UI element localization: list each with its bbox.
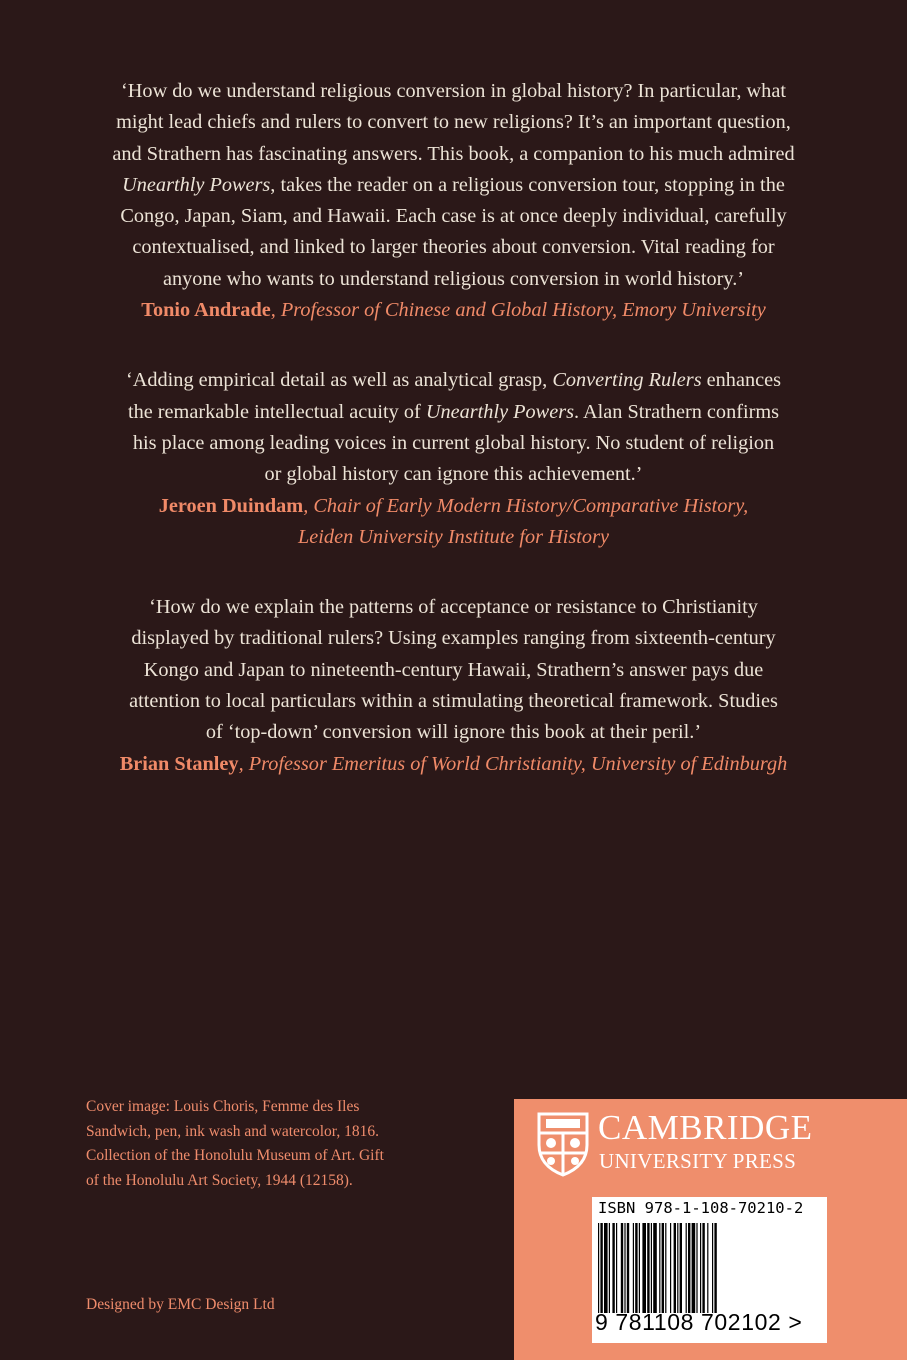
barcode-bar <box>714 1223 716 1313</box>
credit-line: Sandwich, pen, ink wash and watercolor, 1816. <box>86 1122 379 1140</box>
publisher-name: CAMBRIDGE <box>598 1108 813 1147</box>
reviewer-attribution <box>70 295 837 326</box>
barcode-bar <box>624 1223 625 1313</box>
quote-line: the remarkable intellectual acuity of Unearthly Powers. Alan Strathern confirms <box>127 400 780 423</box>
quote-line: or global history can ignore this achievement.’ <box>264 463 643 486</box>
quote-line: and Strathern has fascinating answers. This book, a companion to his much admired <box>112 142 795 165</box>
barcode-bar <box>662 1223 664 1313</box>
reviewer-name: Tonio Andrade <box>141 299 271 322</box>
barcode-bar <box>712 1223 713 1313</box>
barcode-bar <box>651 1223 652 1313</box>
barcode-bars <box>598 1223 818 1313</box>
barcode-bar <box>653 1223 657 1313</box>
reviewer-attribution-line2 <box>70 522 837 553</box>
barcode-bar <box>642 1223 646 1313</box>
reviewer-attribution <box>70 491 837 522</box>
barcode-bar <box>600 1223 602 1313</box>
isbn-barcode <box>592 1197 827 1343</box>
review-quote-2 <box>70 365 837 553</box>
designer-credit: Designed by EMC Design Ltd <box>86 1296 275 1313</box>
barcode-bar <box>639 1223 640 1313</box>
credit-line: of the Honolulu Art Society, 1944 (12158). <box>86 1171 353 1189</box>
barcode-bar <box>647 1223 649 1313</box>
barcode-bar <box>692 1223 696 1313</box>
cambridge-crest-icon <box>536 1111 590 1177</box>
barcode-bar <box>612 1223 614 1313</box>
credit-line: Cover image: Louis Choris, Femme des Iles <box>86 1098 360 1115</box>
reviewer-affiliation: , Professor of Chinese and Global History, Emory University <box>270 299 766 322</box>
barcode-bar <box>635 1223 637 1313</box>
reviewer-affiliation: , Professor Emeritus of World Christianity, University of Edinburgh <box>238 752 788 775</box>
reviewer-name: Brian Stanley <box>119 752 239 775</box>
quote-line: ‘How do we explain the patterns of acceptance or resistance to Christianity <box>149 596 758 619</box>
barcode-bar <box>670 1223 671 1313</box>
quote-line: Kongo and Japan to nineteenth-century Hawaii, Strathern’s answer pays due <box>143 658 764 681</box>
quote-line: displayed by traditional rulers? Using examples ranging from sixteenth-century <box>131 627 776 650</box>
quote-line: anyone who wants to understand religious conversion in world history.’ <box>162 267 745 290</box>
quote-line: of ‘top-down’ conversion will ignore this book at their peril.’ <box>205 721 702 744</box>
barcode-bar <box>621 1223 623 1313</box>
barcode-bar <box>616 1223 617 1313</box>
publisher-panel <box>514 1099 907 1360</box>
reviewer-affiliation: Leiden University Institute for History <box>298 525 609 548</box>
barcode-bar <box>686 1223 687 1313</box>
quote-line: Unearthly Powers, takes the reader on a religious conversion tour, stopping in the <box>122 173 785 196</box>
review-quote-1 <box>70 76 837 326</box>
review-blurbs <box>70 76 837 819</box>
barcode-bar <box>677 1223 678 1313</box>
barcode-bar <box>707 1223 708 1313</box>
barcode-bar <box>604 1223 608 1313</box>
barcode-bar <box>598 1223 599 1313</box>
review-quote-3 <box>70 592 837 780</box>
barcode-bar <box>680 1223 682 1313</box>
quote-line: ‘How do we understand religious conversion in global history? In particular, what <box>121 80 786 102</box>
quote-line: ‘Adding empirical detail as well as analytical grasp, Converting Rulers enhances <box>125 369 781 392</box>
barcode-bar <box>659 1223 660 1313</box>
quote-line: his place among leading voices in current global history. No student of religion <box>132 431 775 454</box>
barcode-bar <box>700 1223 701 1313</box>
barcode-bar <box>696 1223 697 1313</box>
barcode-bar <box>674 1223 676 1313</box>
quote-line: might lead chiefs and rulers to convert to new religions? It’s an important question, <box>116 111 791 134</box>
barcode-bar <box>702 1223 704 1313</box>
reviewer-attribution <box>70 749 837 780</box>
cover-image-credit <box>86 1095 486 1193</box>
isbn-label: ISBN 978-1-108-70210-2 <box>598 1199 804 1217</box>
barcode-bar <box>633 1223 634 1313</box>
barcode-bar <box>627 1223 629 1313</box>
quote-line: Congo, Japan, Siam, and Hawaii. Each case is at once deeply individual, carefully <box>120 205 787 228</box>
reviewer-affiliation: , Chair of Early Modern History/Comparative History, <box>303 494 749 517</box>
reviewer-name: Jeroen Duindam <box>158 494 304 517</box>
credit-line: Collection of the Honolulu Museum of Art. Gift <box>86 1147 384 1165</box>
barcode-bar <box>688 1223 690 1313</box>
quote-line: contextualised, and linked to larger theories about conversion. Vital reading for <box>132 236 775 259</box>
barcode-digits: 9 781108 702102 > <box>595 1309 803 1335</box>
barcode-bar <box>609 1223 610 1313</box>
publisher-subtitle: UNIVERSITY PRESS <box>599 1149 797 1173</box>
barcode-bar <box>665 1223 666 1313</box>
quote-line: attention to local particulars within a stimulating theoretical framework. Studies <box>129 690 778 713</box>
